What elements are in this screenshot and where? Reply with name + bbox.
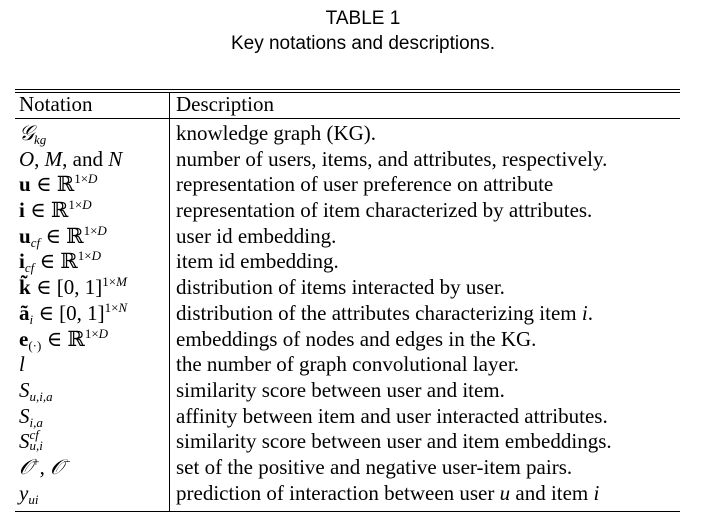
notation-cell: S cf u,i: [19, 427, 43, 454]
description-cell: number of users, items, and attributes, respectively.: [176, 146, 608, 171]
table-row: [0, 249, 726, 275]
table-row: [0, 275, 726, 301]
table-row: [0, 404, 726, 430]
notation-cell: l: [19, 352, 25, 377]
notation-cell: i ∈ ℝ$^{1\times D}$: [19, 197, 92, 223]
notation-cell: 𝒪+, 𝒪−: [19, 453, 71, 479]
table-header-rule: [15, 118, 680, 119]
notation-cell: $ã_i$ ∈ [0, 1]$^{1\times N}$: [19, 299, 128, 327]
table-row: [0, 198, 726, 224]
table-row: [0, 147, 726, 173]
description-cell: affinity between item and user interacted attributes.: [176, 403, 608, 428]
notation-cell: $S_{u,i,a}$: [19, 377, 53, 404]
notation-cell: $S_{i,a}$: [19, 403, 43, 430]
table-caption: Key notations and descriptions.: [230, 33, 496, 54]
notation-table-body: [0, 121, 726, 506]
notation-cell: k̃ ∈ [0, 1]$^{1\times M}$: [19, 274, 127, 300]
notation-cell: $i_{cf}$ ∈ ℝ$^{1\times D}$: [19, 248, 101, 276]
notation-cell: $y_{ui}$: [19, 480, 39, 507]
notation-cell: u ∈ ℝ$^{1\times D}$: [19, 171, 98, 197]
table-top-rule-double: [15, 92, 680, 93]
description-cell: embeddings of nodes and edges in the KG.: [176, 326, 537, 351]
description-cell: similarity score between user and item embeddings.: [176, 429, 612, 454]
table-bottom-rule: [15, 511, 680, 512]
notation-cell: 𝒢$_{kg}$: [19, 121, 47, 147]
table-row: [0, 378, 726, 404]
description-cell: distribution of the attributes characterizing item i.: [176, 300, 593, 325]
description-cell: representation of item characterized by attributes.: [176, 198, 593, 223]
description-cell: similarity score between user and item.: [176, 377, 505, 402]
description-cell: set of the positive and negative user-item pairs.: [176, 454, 573, 479]
table-row: [0, 224, 726, 250]
notation-cell: $u_{cf}$ ∈ ℝ$^{1\times D}$: [19, 222, 107, 250]
description-cell: distribution of items interacted by user.: [176, 275, 505, 300]
notation-cell: $e_{(\cdot)}$ ∈ ℝ$^{1\times D}$: [19, 325, 109, 353]
table-row: [0, 481, 726, 507]
table-label: TABLE 1: [325, 8, 401, 29]
description-cell: prediction of interaction between user u and item i: [176, 480, 600, 505]
table-row: [0, 327, 726, 353]
table-top-rule: [15, 89, 680, 90]
description-cell: item id embedding.: [176, 249, 339, 274]
table-row: [0, 455, 726, 481]
table-row: [0, 172, 726, 198]
description-column-header: Description: [176, 92, 274, 116]
description-cell: representation of user preference on attribute: [176, 172, 554, 197]
table-row: [0, 352, 726, 378]
notation-column-header: Notation: [19, 92, 93, 116]
description-cell: user id embedding.: [176, 223, 337, 248]
table-row: [0, 121, 726, 147]
notation-cell: O, M, and N: [19, 146, 123, 171]
table-row: [0, 301, 726, 327]
table-row: [0, 429, 726, 455]
description-cell: the number of graph convolutional layer.: [176, 352, 519, 377]
description-cell: knowledge graph (KG).: [176, 121, 377, 145]
